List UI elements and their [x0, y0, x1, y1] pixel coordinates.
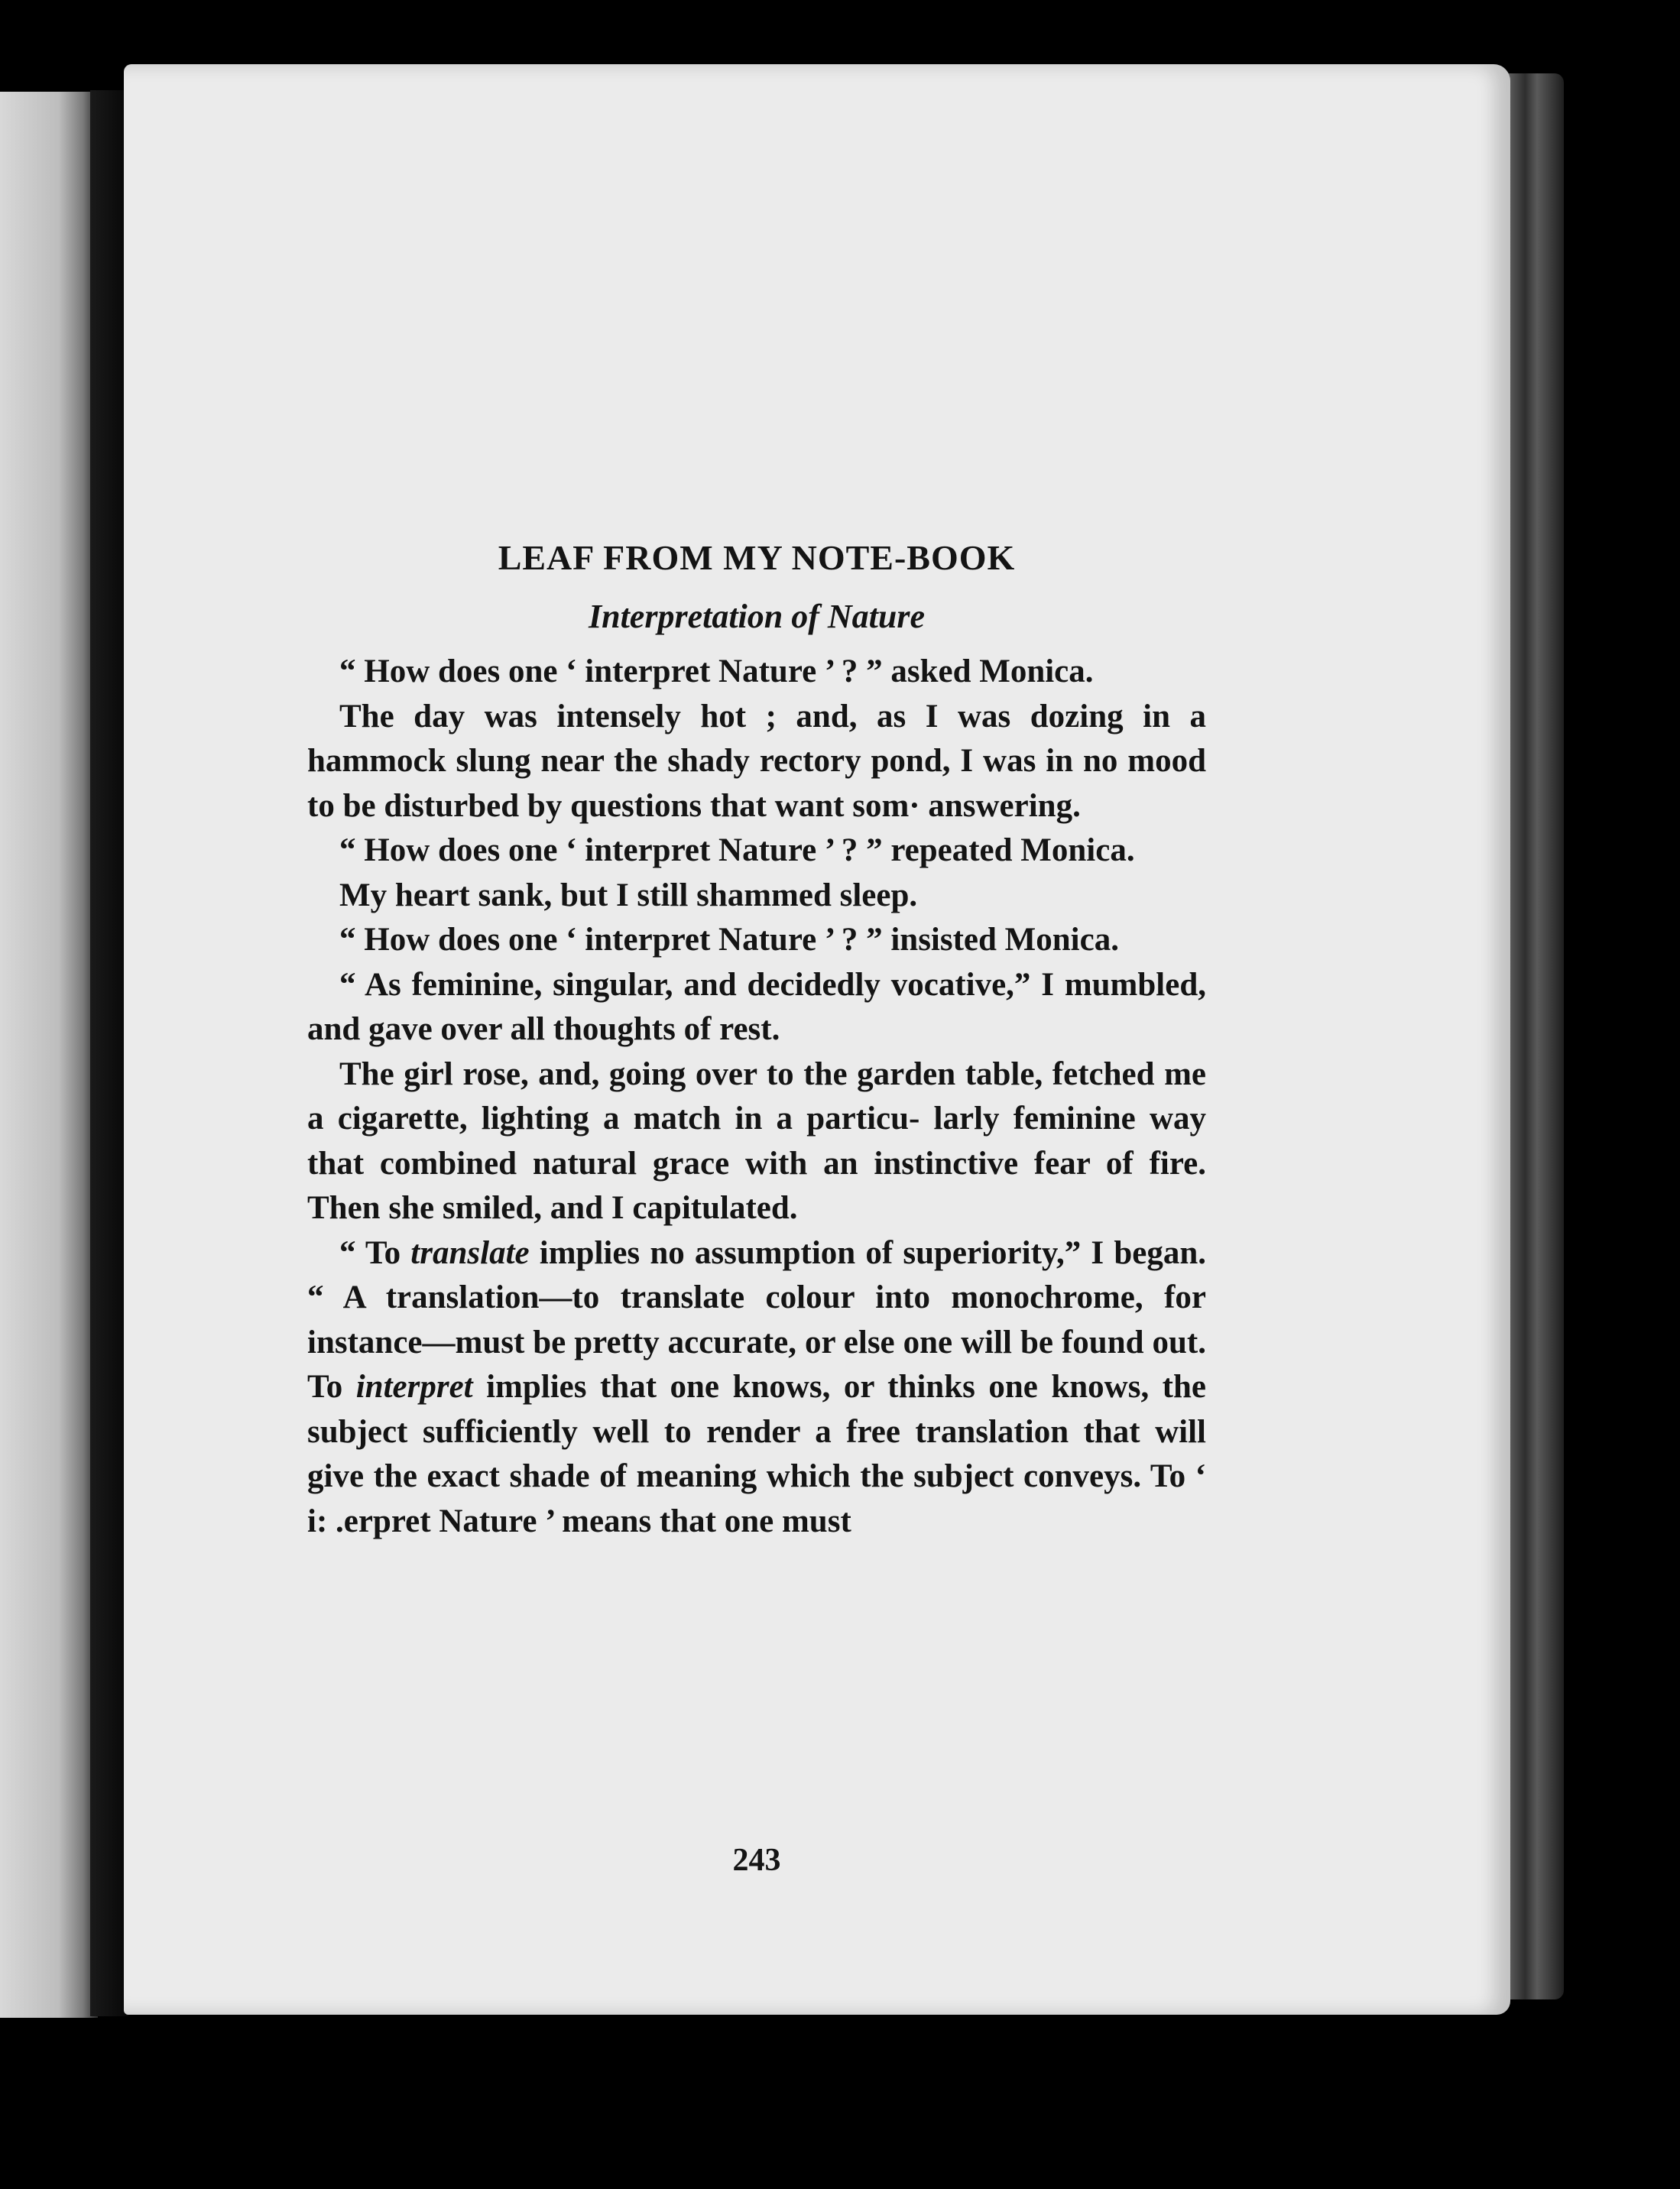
facing-page-edge: [0, 92, 98, 2018]
text-run: “ To: [339, 1234, 411, 1271]
page-number: 243: [732, 1843, 781, 1878]
page-stack-edge: [1504, 73, 1564, 1999]
page-text: [307, 535, 1206, 1878]
text-run: implies that one knows, or thinks one knows, the subject sufficiently well to render a free translation that will give the exact shade of meaning which the subject conveys. To ‘ i: .erpret Nature ’ means that one must: [307, 1369, 1206, 1539]
paragraph: The day was intensely hot ; and, as I was dozing in a hammock slung near the shady rectory pond, I was in no mood to be disturbed by questions that want som· answering.: [307, 698, 1206, 824]
section-subheading: Interpretation of Nature: [588, 598, 926, 635]
paragraph: “ How does one ‘ interpret Nature ’ ? ” repeated Monica.: [339, 832, 1135, 868]
book-gutter: [90, 90, 128, 2016]
italic-word: interpret: [355, 1369, 473, 1405]
paragraph: “ As feminine, singular, and decidedly vocative,” I mumbled, and gave over all thoughts of rest.: [307, 966, 1206, 1047]
paragraph: “ How does one ‘ interpret Nature ’ ? ” asked Monica.: [339, 653, 1094, 689]
paragraph-final: [307, 1231, 1206, 1545]
chapter-heading: LEAF FROM MY NOTE-BOOK: [498, 538, 1016, 577]
paragraph: My heart sank, but I still shammed sleep.: [339, 877, 918, 913]
text-run: implies no assumption of superiority,” I began. “ A translation—to translate colour into monochrome, for instance—must be pretty accurate, or else one will be found out. To: [307, 1234, 1206, 1405]
paragraph: The girl rose, and, going over to the garden table, fetched me a cigarette, lighting a match in a particu- larly feminine way that combined natural grace with an instinctive fear of fire. Then she smiled, and I capitulated.: [307, 1056, 1206, 1226]
italic-word: translate: [410, 1234, 530, 1271]
paragraph: “ How does one ‘ interpret Nature ’ ? ” insisted Monica.: [339, 922, 1119, 958]
